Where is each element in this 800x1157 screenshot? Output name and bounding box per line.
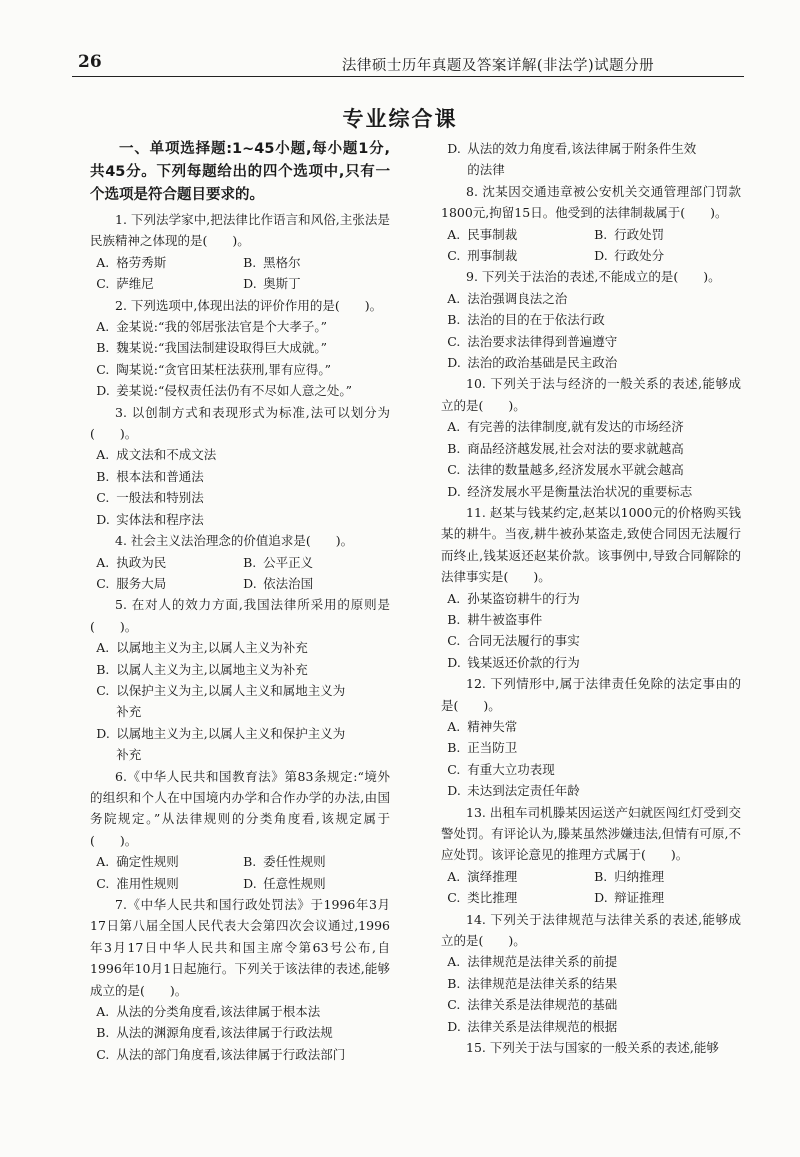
option-a[interactable]: A. 格劳秀斯 bbox=[96, 254, 167, 270]
option-c[interactable]: C. 合同无法履行的事实 bbox=[447, 633, 580, 649]
question-stem: 8. 沈某因交通违章被公安机关交通管理部门罚款1800元,拘留15日。他受到的法律制裁属于( )。 bbox=[441, 183, 741, 221]
option-d[interactable]: D. 任意性规则 bbox=[243, 875, 326, 891]
running-header bbox=[72, 50, 744, 77]
question-8 bbox=[441, 181, 741, 267]
option-d-continuation: 的法律 bbox=[467, 162, 505, 178]
option-c[interactable]: C. 萨维尼 bbox=[96, 276, 154, 292]
option-b[interactable]: B. 行政处罚 bbox=[594, 226, 665, 242]
option-a[interactable]: A. 成文法和不成文法 bbox=[96, 447, 217, 463]
option-b[interactable]: B. 魏某说:“我国法制建设取得巨大成就。” bbox=[96, 340, 327, 356]
option-c[interactable]: C. 法治要求法律得到普遍遵守 bbox=[447, 333, 618, 349]
option-c[interactable]: C. 法律关系是法律规范的基础 bbox=[447, 997, 618, 1013]
option-c[interactable]: C. 类比推理 bbox=[447, 890, 518, 906]
book-title: 法律硕士历年真题及答案详解(非法学)试题分册 bbox=[341, 58, 655, 74]
option-c-continuation: 补充 bbox=[116, 704, 142, 720]
question-stem: 12. 下列情形中,属于法律责任免除的法定事由的是( )。 bbox=[441, 676, 741, 713]
option-d[interactable]: D. 法律关系是法律规范的根据 bbox=[447, 1018, 618, 1034]
question-stem: 1. 下列法学家中,把法律比作语言和风俗,主张法是民族精神之体现的是( )。 bbox=[90, 212, 390, 249]
option-a[interactable]: A. 孙某盗窃耕牛的行为 bbox=[447, 590, 580, 606]
question-9 bbox=[441, 266, 741, 373]
question-6 bbox=[90, 766, 390, 894]
option-d[interactable]: D. 依法治国 bbox=[243, 575, 314, 591]
question-stem: 11. 赵某与钱某约定,赵某以1000元的价格购买钱某的耕牛。当夜,耕牛被孙某盗走,致使合同因无法履行而终止,钱某返还赵某价款。该事例中,导致合同解除的法律事实是( )。 bbox=[441, 504, 741, 585]
option-a[interactable]: A. 精神失常 bbox=[447, 718, 518, 734]
option-b[interactable]: B. 正当防卫 bbox=[447, 740, 518, 756]
question-stem: 15. 下列关于法与国家的一般关系的表述,能够 bbox=[466, 1040, 719, 1056]
question-stem: 6.《中华人民共和国教育法》第83条规定:“境外的组织和个人在中国境内办学和合作办学的办法,由国务院规定。”从法律规则的分类角度看,该规定属于( )。 bbox=[90, 768, 390, 848]
option-c[interactable]: C. 服务大局 bbox=[96, 575, 167, 591]
question-1 bbox=[90, 209, 390, 295]
option-b[interactable]: B. 根本法和普通法 bbox=[96, 468, 204, 484]
option-d[interactable]: D. 行政处分 bbox=[594, 248, 665, 264]
option-d[interactable]: D. 钱某返还价款的行为 bbox=[447, 654, 580, 670]
question-stem: 14. 下列关于法律规范与法律关系的表述,能够成立的是( )。 bbox=[441, 911, 741, 949]
option-a[interactable]: A. 有完善的法律制度,就有发达的市场经济 bbox=[447, 419, 684, 435]
question-stem: 4. 社会主义法治理念的价值追求是( )。 bbox=[115, 533, 354, 549]
question-3 bbox=[90, 402, 390, 530]
option-d-continuation: 补充 bbox=[116, 747, 142, 763]
option-c[interactable]: C. 陶某说:“贪官田某枉法获刑,罪有应得。” bbox=[96, 361, 331, 377]
option-a[interactable]: A. 确定性规则 bbox=[96, 854, 179, 870]
option-b[interactable]: B. 耕牛被盗事件 bbox=[447, 611, 543, 627]
question-5 bbox=[90, 594, 390, 765]
option-a[interactable]: A. 法治强调良法之治 bbox=[447, 290, 568, 306]
option-b[interactable]: B. 黑格尔 bbox=[243, 254, 301, 270]
option-c[interactable]: C. 法律的数量越多,经济发展水平就会越高 bbox=[447, 462, 684, 478]
question-stem: 3. 以创制方式和表现形式为标准,法可以划分为( )。 bbox=[90, 404, 390, 442]
option-a[interactable]: A. 从法的分类角度看,该法律属于根本法 bbox=[96, 1004, 321, 1020]
option-c[interactable]: C. 刑事制裁 bbox=[447, 248, 518, 264]
option-b[interactable]: B. 法治的目的在于依法行政 bbox=[447, 312, 605, 328]
option-b[interactable]: B. 从法的渊源角度看,该法律属于行政法规 bbox=[96, 1025, 333, 1041]
left-column bbox=[90, 138, 390, 1065]
option-c[interactable]: C. 有重大立功表现 bbox=[447, 761, 555, 777]
question-2 bbox=[90, 295, 390, 402]
option-c[interactable]: C. 从法的部门角度看,该法律属于行政法部门 bbox=[96, 1046, 346, 1062]
option-c[interactable]: C. 一般法和特别法 bbox=[96, 490, 204, 506]
option-d[interactable]: D. 实体法和程序法 bbox=[96, 511, 204, 527]
option-d[interactable]: D. 以属地主义为主,以属人主义和保护主义为 bbox=[96, 725, 346, 741]
option-d[interactable]: D. 姜某说:“侵权责任法仍有不尽如人意之处。” bbox=[96, 383, 352, 399]
option-b[interactable]: B. 以属人主义为主,以属地主义为补充 bbox=[96, 661, 308, 677]
question-stem: 10. 下列关于法与经济的一般关系的表述,能够成立的是( )。 bbox=[441, 376, 741, 413]
option-b[interactable]: B. 商品经济越发展,社会对法的要求就越高 bbox=[447, 440, 684, 456]
question-10 bbox=[441, 373, 741, 501]
question-13 bbox=[441, 802, 741, 909]
option-a[interactable]: A. 法律规范是法律关系的前提 bbox=[447, 954, 618, 970]
question-12 bbox=[441, 673, 741, 801]
option-d[interactable]: D. 未达到法定责任年龄 bbox=[447, 783, 580, 799]
question-11 bbox=[441, 502, 741, 673]
option-d[interactable]: D. 奥斯丁 bbox=[243, 276, 301, 292]
option-a[interactable]: A. 演绎推理 bbox=[447, 868, 518, 884]
question-stem: 13. 出租车司机滕某因运送产妇就医闯红灯受到交警处罚。有评论认为,滕某虽然涉嫌违法,但情有可原,不应处罚。该评论意见的推理方式属于( )。 bbox=[441, 804, 741, 863]
page-number: 26 bbox=[78, 52, 102, 72]
right-column bbox=[441, 138, 741, 1058]
option-a[interactable]: A. 执政为民 bbox=[96, 554, 167, 570]
option-a[interactable]: A. 金某说:“我的邻居张法官是个大孝子。” bbox=[96, 319, 327, 335]
section-instructions: 一、单项选择题:1~45小题,每小题1分,共45分。下列每题给出的四个选项中,只有一个选项是符合题目要求的。 bbox=[90, 141, 390, 203]
question-stem: 5. 在对人的效力方面,我国法律所采用的原则是( )。 bbox=[90, 597, 390, 634]
question-7 bbox=[90, 894, 390, 1065]
question-7-continued bbox=[441, 138, 741, 181]
option-a[interactable]: A. 民事制裁 bbox=[447, 226, 518, 242]
option-b[interactable]: B. 法律规范是法律关系的结果 bbox=[447, 975, 618, 991]
option-c[interactable]: C. 以保护主义为主,以属人主义和属地主义为 bbox=[96, 682, 346, 698]
question-15 bbox=[441, 1037, 741, 1058]
question-stem: 7.《中华人民共和国行政处罚法》于1996年3月17日第八届全国人民代表大会第四次会议通过,1996年3月17日中华人民共和国主席令第63号公布,自1996年10月1日起施行。下列关于该法律的表述,能够成立的是( )。 bbox=[90, 897, 390, 998]
option-d[interactable]: D. 法治的政治基础是民主政治 bbox=[447, 355, 618, 371]
question-stem: 2. 下列选项中,体现出法的评价作用的是( )。 bbox=[115, 297, 383, 313]
option-c[interactable]: C. 准用性规则 bbox=[96, 875, 179, 891]
option-b[interactable]: B. 归纳推理 bbox=[594, 868, 665, 884]
question-14 bbox=[441, 909, 741, 1037]
option-a[interactable]: A. 以属地主义为主,以属人主义为补充 bbox=[96, 640, 308, 656]
option-d[interactable]: D. 从法的效力角度看,该法律属于附条件生效 bbox=[447, 141, 697, 156]
option-d[interactable]: D. 辩证推理 bbox=[594, 890, 665, 906]
option-b[interactable]: B. 公平正义 bbox=[243, 554, 314, 570]
question-4 bbox=[90, 530, 390, 594]
section-title: 专业综合课 bbox=[342, 107, 458, 131]
option-b[interactable]: B. 委任性规则 bbox=[243, 854, 326, 870]
question-stem: 9. 下列关于法治的表述,不能成立的是( )。 bbox=[466, 269, 721, 285]
option-d[interactable]: D. 经济发展水平是衡量法治状况的重要标志 bbox=[447, 483, 693, 499]
